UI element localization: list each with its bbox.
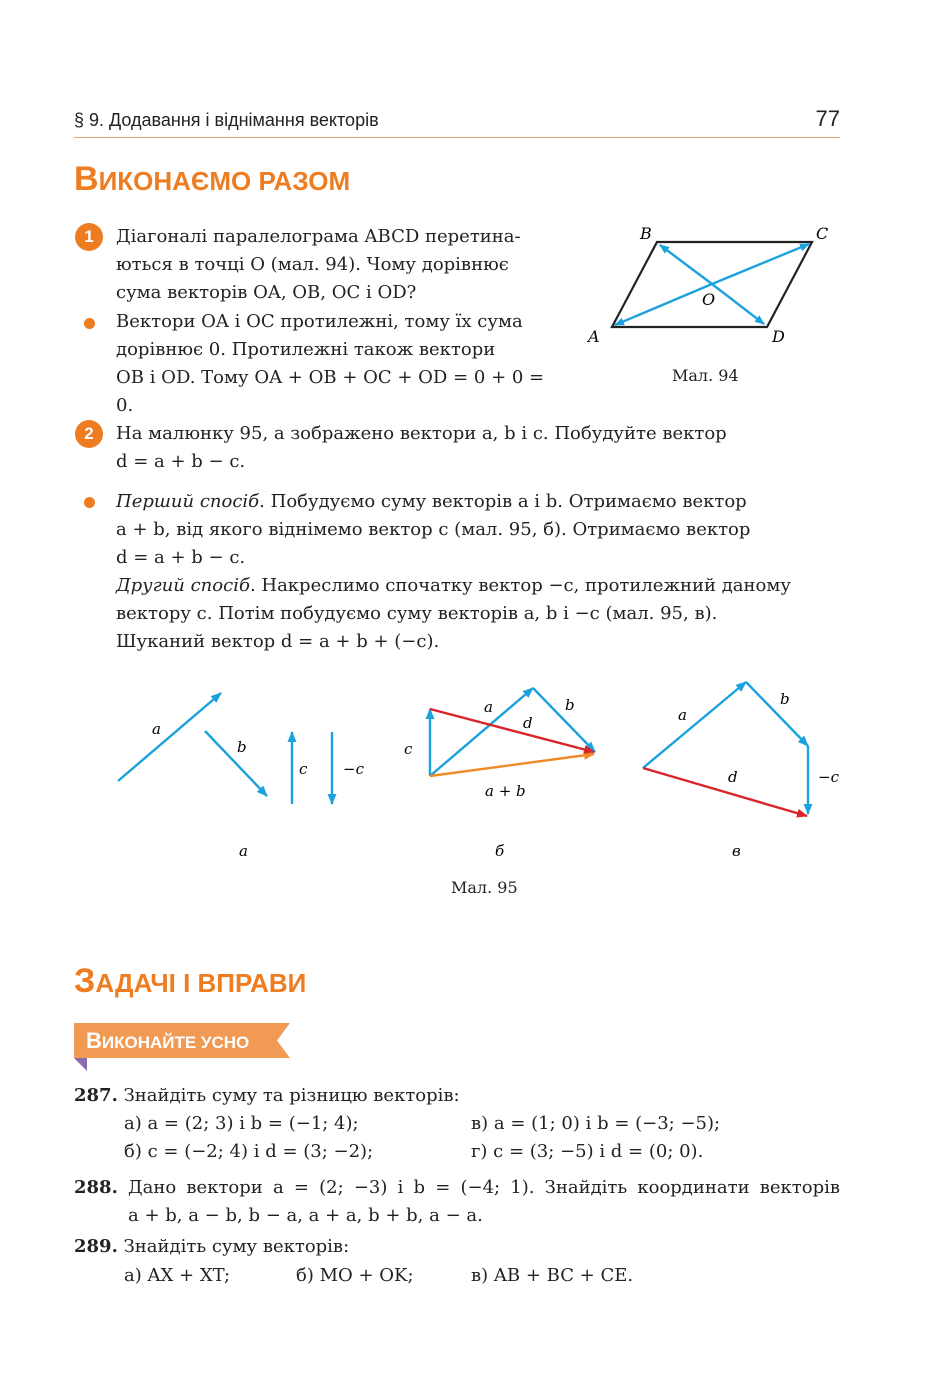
exercise-287-v: в) a = (1; 0) і b = (−3; −5); bbox=[471, 1113, 721, 1134]
exercise-287-b: б) c = (−2; 4) і d = (3; −2); bbox=[124, 1141, 374, 1162]
method-2-line-1: . Накреслимо спочатку вектор −c, протилежний даному bbox=[249, 575, 791, 596]
exercise-289-a: а) AX + XT; bbox=[124, 1265, 231, 1286]
vector-a bbox=[118, 693, 221, 781]
label-a-b: a bbox=[484, 698, 493, 716]
figure-95-a bbox=[118, 693, 365, 804]
oral-banner-title bbox=[86, 1028, 249, 1054]
section-2-rest: АДАЧІ І ВПРАВИ bbox=[95, 968, 307, 998]
exercise-288-line-2: a + b, a − b, b − a, a + a, b + b, a − a. bbox=[128, 1205, 483, 1226]
exercise-287 bbox=[74, 1082, 840, 1110]
label-neg-c-c: −c bbox=[818, 768, 839, 786]
vector-OA bbox=[615, 284, 712, 325]
label-d-c: d bbox=[728, 768, 738, 786]
figure-94-caption: Мал. 94 bbox=[672, 366, 739, 385]
example-2-line-1: На малюнку 95, а зображено вектори a, b і c. Побудуйте вектор bbox=[116, 423, 727, 444]
oral-banner-tab bbox=[74, 1058, 87, 1071]
method-1-title: Перший спосіб bbox=[116, 491, 260, 512]
solution-line-3: OB і OD. Тому OA + OB + OC + OD = 0 + 0 = 0. bbox=[116, 367, 545, 416]
label-d-b: d bbox=[523, 714, 533, 732]
vector-OD bbox=[712, 284, 764, 324]
solution-line-1: Вектори OA і OC протилежні, тому їх сума bbox=[116, 311, 523, 332]
figure-94-parallelogram bbox=[580, 220, 840, 355]
example-1-line-1: Діагоналі паралелограма ABCD перетина- bbox=[116, 226, 521, 247]
example-1-question bbox=[116, 223, 546, 307]
header-rule bbox=[74, 137, 840, 138]
label-a: a bbox=[152, 720, 161, 738]
label-c: c bbox=[299, 760, 308, 778]
method-1-line-2: a + b, від якого віднімемо вектор c (мал. 95, б). Отримаємо вектор bbox=[116, 519, 751, 540]
figure-95-caption: Мал. 95 bbox=[451, 878, 518, 897]
method-2-title: Другий спосіб bbox=[116, 575, 250, 596]
point-B-label: B bbox=[640, 224, 652, 243]
subfigure-c-label: в bbox=[732, 842, 741, 860]
point-C-label: C bbox=[816, 224, 829, 243]
exercise-289-v: в) AB + BC + CE. bbox=[471, 1265, 634, 1286]
oral-banner-rest: ИКОНАЙТЕ УСНО bbox=[101, 1033, 250, 1052]
exercise-289-text: Знайдіть суму векторів: bbox=[123, 1236, 350, 1257]
figure-95 bbox=[100, 670, 860, 870]
example-1-number: 1 bbox=[75, 223, 103, 251]
solution-bullet bbox=[84, 318, 95, 329]
method-1-line-1: . Побудуємо суму векторів a і b. Отримаємо вектор bbox=[259, 491, 747, 512]
label-b-c: b bbox=[780, 690, 790, 708]
section-title-exercises bbox=[74, 962, 306, 1001]
point-O-label: O bbox=[702, 290, 716, 309]
vector-a-plus-b bbox=[430, 754, 594, 776]
section-2-initial: З bbox=[74, 962, 96, 1000]
running-header: § 9. Додавання і віднімання векторів bbox=[74, 110, 379, 130]
subfigure-a-label: а bbox=[239, 842, 248, 860]
example-1-line-2: ються в точці O (мал. 94). Чому дорівнює bbox=[116, 254, 509, 275]
vector-b bbox=[205, 731, 267, 796]
vector-d-b bbox=[430, 709, 594, 752]
figure-95-b bbox=[404, 688, 595, 800]
exercise-288-number: 288. bbox=[74, 1177, 118, 1198]
vector-d-c bbox=[643, 768, 807, 816]
example-2-number: 2 bbox=[75, 420, 103, 448]
vector-a-c bbox=[643, 682, 746, 768]
vector-OC bbox=[712, 244, 809, 284]
exercise-289-number: 289. bbox=[74, 1236, 118, 1257]
section-title-together bbox=[74, 160, 350, 199]
section-title-rest: ИКОНАЄМО РАЗОМ bbox=[98, 166, 351, 196]
exercise-287-number: 287. bbox=[74, 1085, 118, 1106]
method-2-line-3: Шуканий вектор d = a + b + (−c). bbox=[116, 631, 440, 652]
exercise-287-text: Знайдіть суму та різницю векторів: bbox=[123, 1085, 460, 1106]
vector-b-c bbox=[746, 682, 808, 746]
label-a-c: a bbox=[678, 706, 687, 724]
solution-2-bullet bbox=[84, 497, 95, 508]
exercise-287-a: а) a = (2; 3) і b = (−1; 4); bbox=[124, 1113, 359, 1134]
exercise-289 bbox=[74, 1233, 840, 1261]
subfigure-b-label: б bbox=[495, 842, 505, 860]
vector-OB bbox=[660, 245, 712, 284]
section-title-initial: В bbox=[74, 160, 99, 198]
label-b: b bbox=[237, 738, 247, 756]
example-2-question bbox=[116, 420, 840, 476]
exercise-287-g: г) c = (3; −5) і d = (0; 0). bbox=[471, 1141, 704, 1162]
exercise-288-text: Дано вектори a = (2; −3) і b = (−4; 1). Знайдіть координати векторів bbox=[128, 1177, 840, 1198]
point-A-label: A bbox=[588, 327, 600, 346]
oral-banner-initial: В bbox=[86, 1028, 102, 1053]
solution-line-2: дорівнює 0. Протилежні також вектори bbox=[116, 339, 496, 360]
exercise-289-b: б) MO + OK; bbox=[296, 1265, 414, 1286]
vector-b-b bbox=[533, 688, 595, 752]
page-number: 77 bbox=[815, 106, 840, 131]
exercise-288 bbox=[74, 1174, 840, 1202]
example-2-line-2: d = a + b − c. bbox=[116, 451, 246, 472]
label-b-b: b bbox=[565, 696, 575, 714]
figure-95-c bbox=[643, 682, 840, 816]
method-2-line-2: вектору c. Потім побудуємо суму векторів a, b і −c (мал. 95, в). bbox=[116, 603, 718, 624]
label-a-plus-b: a + b bbox=[485, 782, 526, 800]
label-c-b: c bbox=[404, 740, 413, 758]
method-1-line-3: d = a + b − c. bbox=[116, 547, 246, 568]
example-1-solution bbox=[116, 308, 546, 420]
point-D-label: D bbox=[772, 327, 785, 346]
label-neg-c: −c bbox=[343, 760, 364, 778]
example-2-solution bbox=[116, 488, 840, 656]
example-1-line-3: сума векторів OA, OB, OC і OD? bbox=[116, 282, 417, 303]
